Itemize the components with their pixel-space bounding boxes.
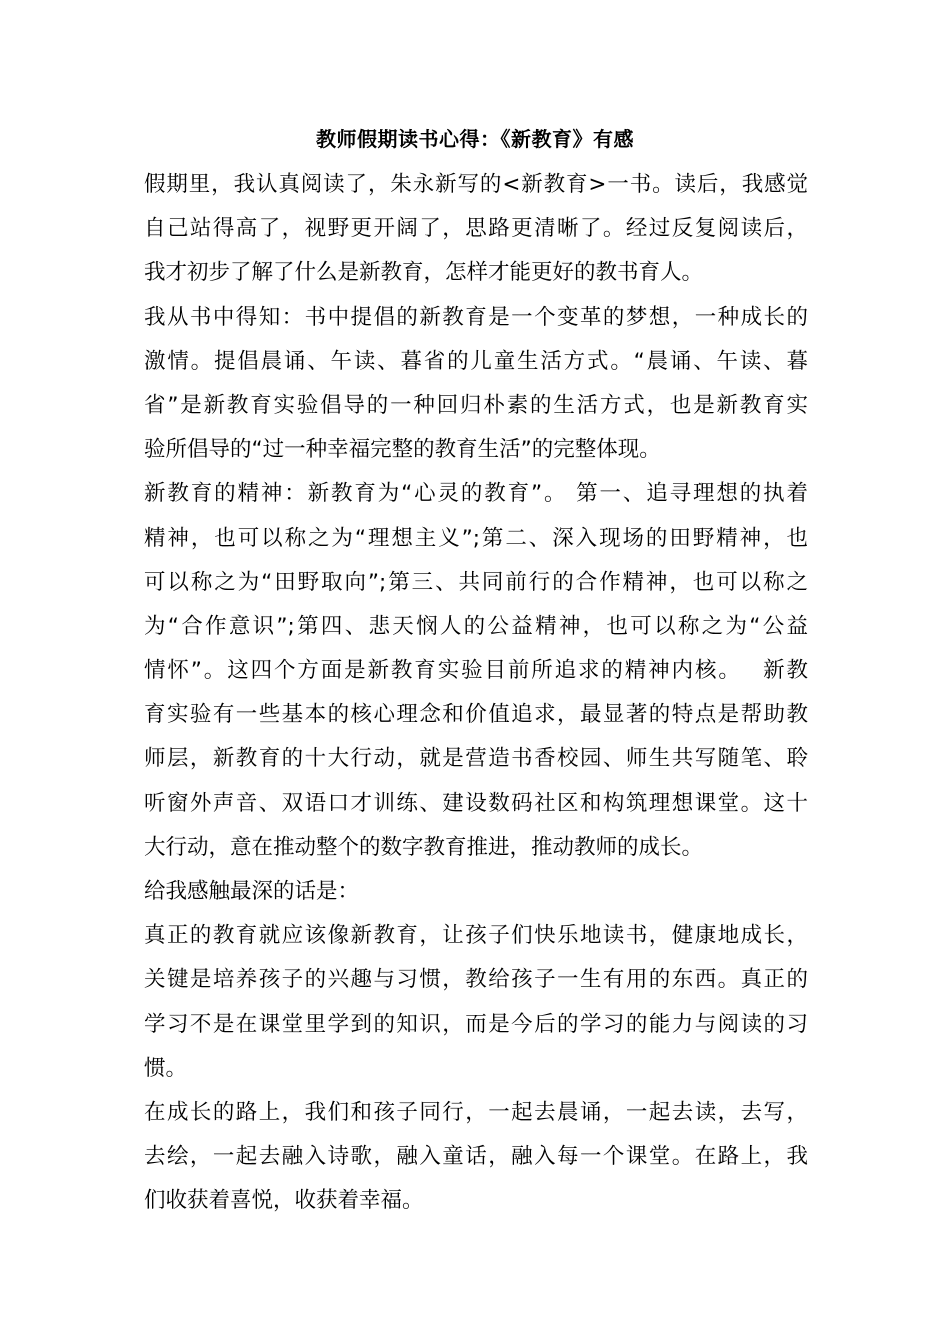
text-line: 激情。提倡晨诵、午读、暮省的儿童生活方式。“晨诵、午读、暮 — [144, 348, 808, 374]
text-line: 假期里，我认真阅读了，朱永新写的<新教育>一书。读后，我感觉 — [144, 172, 808, 197]
text-line: 我才初步了解了什么是新教育，怎样才能更好的教书育人。 — [144, 260, 704, 286]
text-line: 惯。 — [144, 1055, 188, 1081]
text-line: 们收获着喜悦，收获着幸福。 — [144, 1188, 424, 1214]
text-line: 给我感触最深的话是： — [144, 879, 360, 904]
text-line: 省”是新教育实验倡导的一种回归朴素的生活方式，也是新教育实 — [144, 392, 808, 418]
text-line: 可以称之为“田野取向”;第三、共同前行的合作精神，也可以称之 — [144, 569, 808, 595]
text-line: 去绘，一起去融入诗歌，融入童话，融入每一个课堂。在路上，我 — [144, 1144, 808, 1170]
text-line: 为“合作意识”;第四、悲天悯人的公益精神，也可以称之为“公益 — [144, 613, 808, 639]
document-body — [144, 163, 808, 1224]
text-line: 精神，也可以称之为“理想主义”;第二、深入现场的田野精神，也 — [144, 525, 808, 551]
text-line: 育实验有一些基本的核心理念和价值追求，最显著的特点是帮助教 — [144, 702, 808, 728]
text-line: 情怀”。这四个方面是新教育实验目前所追求的精神内核。 新教 — [144, 658, 808, 684]
text-line: 大行动，意在推动整个的数字教育推进，推动教师的成长。 — [144, 834, 704, 860]
text-line: 验所倡导的“过一种幸福完整的教育生活”的完整体现。 — [144, 437, 661, 463]
text-line: 在成长的路上，我们和孩子同行，一起去晨诵，一起去读，去写， — [144, 1099, 808, 1125]
text-line: 自己站得高了，视野更开阔了，思路更清晰了。经过反复阅读后， — [144, 216, 808, 242]
text-line: 关键是培养孩子的兴趣与习惯，教给孩子一生有用的东西。真正的 — [144, 967, 808, 993]
text-line: 学习不是在课堂里学到的知识，而是今后的学习的能力与阅读的习 — [144, 1011, 808, 1037]
document-title: 教师假期读书心得：《新教育》有感 — [316, 127, 634, 151]
text-line: 我从书中得知：书中提倡的新教育是一个变革的梦想，一种成长的 — [144, 304, 808, 330]
text-line: 听窗外声音、双语口才训练、建设数码社区和构筑理想课堂。这十 — [144, 790, 808, 816]
text-line: 真正的教育就应该像新教育，让孩子们快乐地读书，健康地成长， — [144, 923, 808, 949]
text-line: 师层，新教育的十大行动，就是营造书香校园、师生共写随笔、聆 — [144, 746, 808, 772]
text-line: 新教育的精神：新教育为“心灵的教育”。 第一、追寻理想的执着 — [144, 481, 808, 507]
